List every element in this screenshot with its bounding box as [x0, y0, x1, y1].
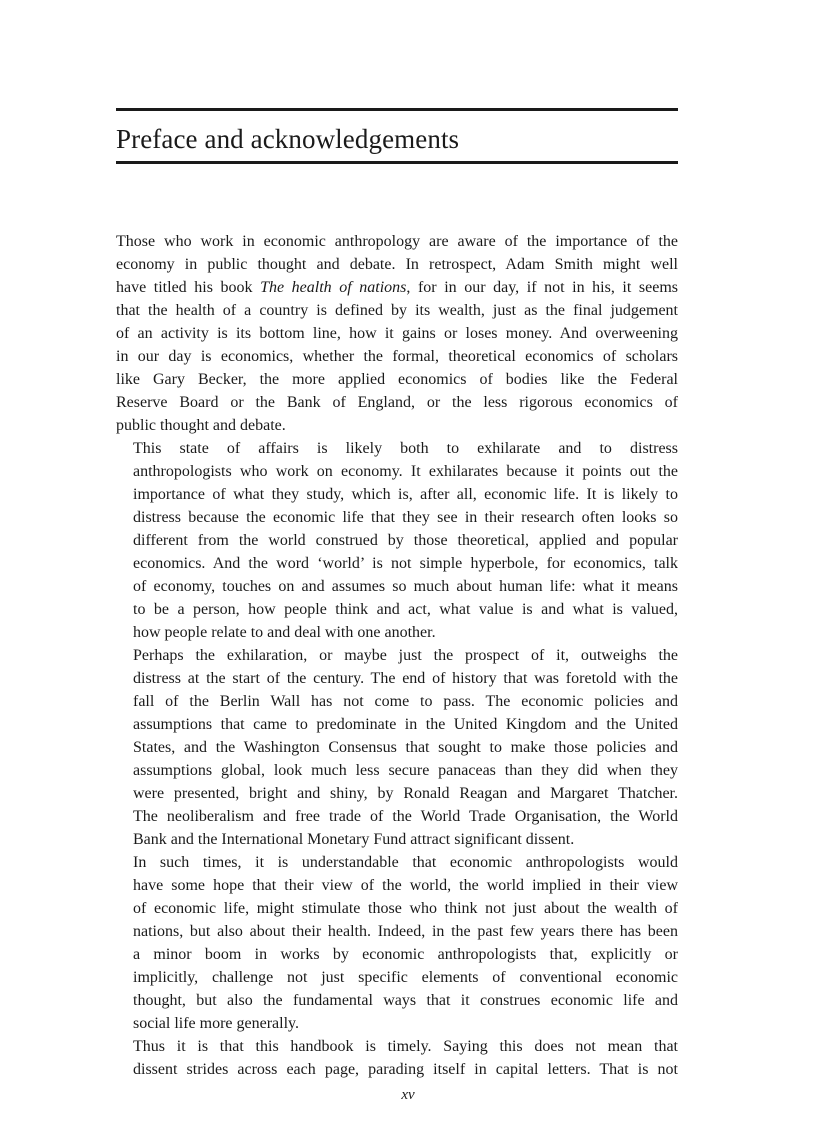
paragraph	[116, 851, 678, 1035]
text-line: assumptions global, look much less secure panaceas than they did when they	[133, 762, 678, 779]
text-line: nations, but also about their health. Indeed, in the past few years there has been	[133, 923, 678, 940]
text-line: public thought and debate.	[116, 417, 286, 434]
text-line: that the health of a country is defined by its wealth, just as the final judgement	[116, 302, 678, 319]
book-title: The health of nations	[260, 279, 407, 296]
paragraph	[116, 1035, 678, 1081]
text-line: In such times, it is understandable that economic anthropologists would	[133, 854, 678, 871]
text-line: dissent strides across each page, parading itself in capital letters. That is not	[133, 1061, 678, 1078]
text-line: economics. And the word ‘world’ is not simple hyperbole, for economics, talk	[133, 555, 678, 572]
text-line: The neoliberalism and free trade of the World Trade Organisation, the World	[133, 808, 678, 825]
text-line: were presented, bright and shiny, by Ronald Reagan and Margaret Thatcher.	[133, 785, 678, 802]
body-text	[116, 230, 678, 1081]
text-line: Reserve Board or the Bank of England, or the less rigorous economics of	[116, 394, 678, 411]
text-line: in our day is economics, whether the formal, theoretical economics of scholars	[116, 348, 678, 365]
text-line: to be a person, how people think and act, what value is and what is valued,	[133, 601, 678, 618]
text-line: importance of what they study, which is, after all, economic life. It is likely to	[133, 486, 678, 503]
text-line: fall of the Berlin Wall has not come to pass. The economic policies and	[133, 693, 678, 710]
chapter-title: Preface and acknowledgements	[116, 124, 460, 154]
text-line: different from the world construed by those theoretical, applied and popular	[133, 532, 678, 549]
paragraph	[116, 644, 678, 851]
text-line: thought, but also the fundamental ways that it construes economic life and	[133, 992, 678, 1009]
paragraph	[116, 230, 678, 437]
text-line: economy in public thought and debate. In retrospect, Adam Smith might well	[116, 256, 678, 273]
text-line: social life more generally.	[133, 1015, 299, 1032]
text-line: of an activity is its bottom line, how it gains or loses money. And overweening	[116, 325, 678, 342]
paragraph	[116, 437, 678, 644]
text-line: anthropologists who work on economy. It exhilarates because it points out the	[133, 463, 678, 480]
text-line: have titled his book The health of nations, for in our day, if not in his, it seems	[116, 279, 678, 296]
text-line: States, and the Washington Consensus that sought to make those policies and	[133, 739, 678, 756]
text-line: assumptions that came to predominate in the United Kingdom and the United	[133, 716, 678, 733]
text-line: of economic life, might stimulate those who think not just about the wealth of	[133, 900, 678, 917]
page	[116, 108, 678, 1081]
text-line: of economy, touches on and assumes so much about human life: what it means	[133, 578, 678, 595]
text-line: Those who work in economic anthropology are aware of the importance of the	[116, 233, 678, 250]
text-line: Bank and the International Monetary Fund attract significant dissent.	[133, 831, 575, 848]
text-line: This state of affairs is likely both to exhilarate and to distress	[133, 440, 678, 457]
heading-rule-bottom	[116, 161, 678, 164]
text-line: have some hope that their view of the world, the world implied in their view	[133, 877, 678, 894]
text-line: how people relate to and deal with one another.	[133, 624, 436, 641]
text-line: distress because the economic life that they see in their research often looks so	[133, 509, 678, 526]
text-line: implicitly, challenge not just specific elements of conventional economic	[133, 969, 678, 986]
text-line: Perhaps the exhilaration, or maybe just the prospect of it, outweighs the	[133, 647, 678, 664]
page-number: xv	[401, 1087, 415, 1103]
text-line: distress at the start of the century. The end of history that was foretold with the	[133, 670, 678, 687]
text-line: Thus it is that this handbook is timely. Saying this does not mean that	[133, 1038, 678, 1055]
text-line: a minor boom in works by economic anthropologists that, explicitly or	[133, 946, 678, 963]
text-line: like Gary Becker, the more applied economics of bodies like the Federal	[116, 371, 678, 388]
